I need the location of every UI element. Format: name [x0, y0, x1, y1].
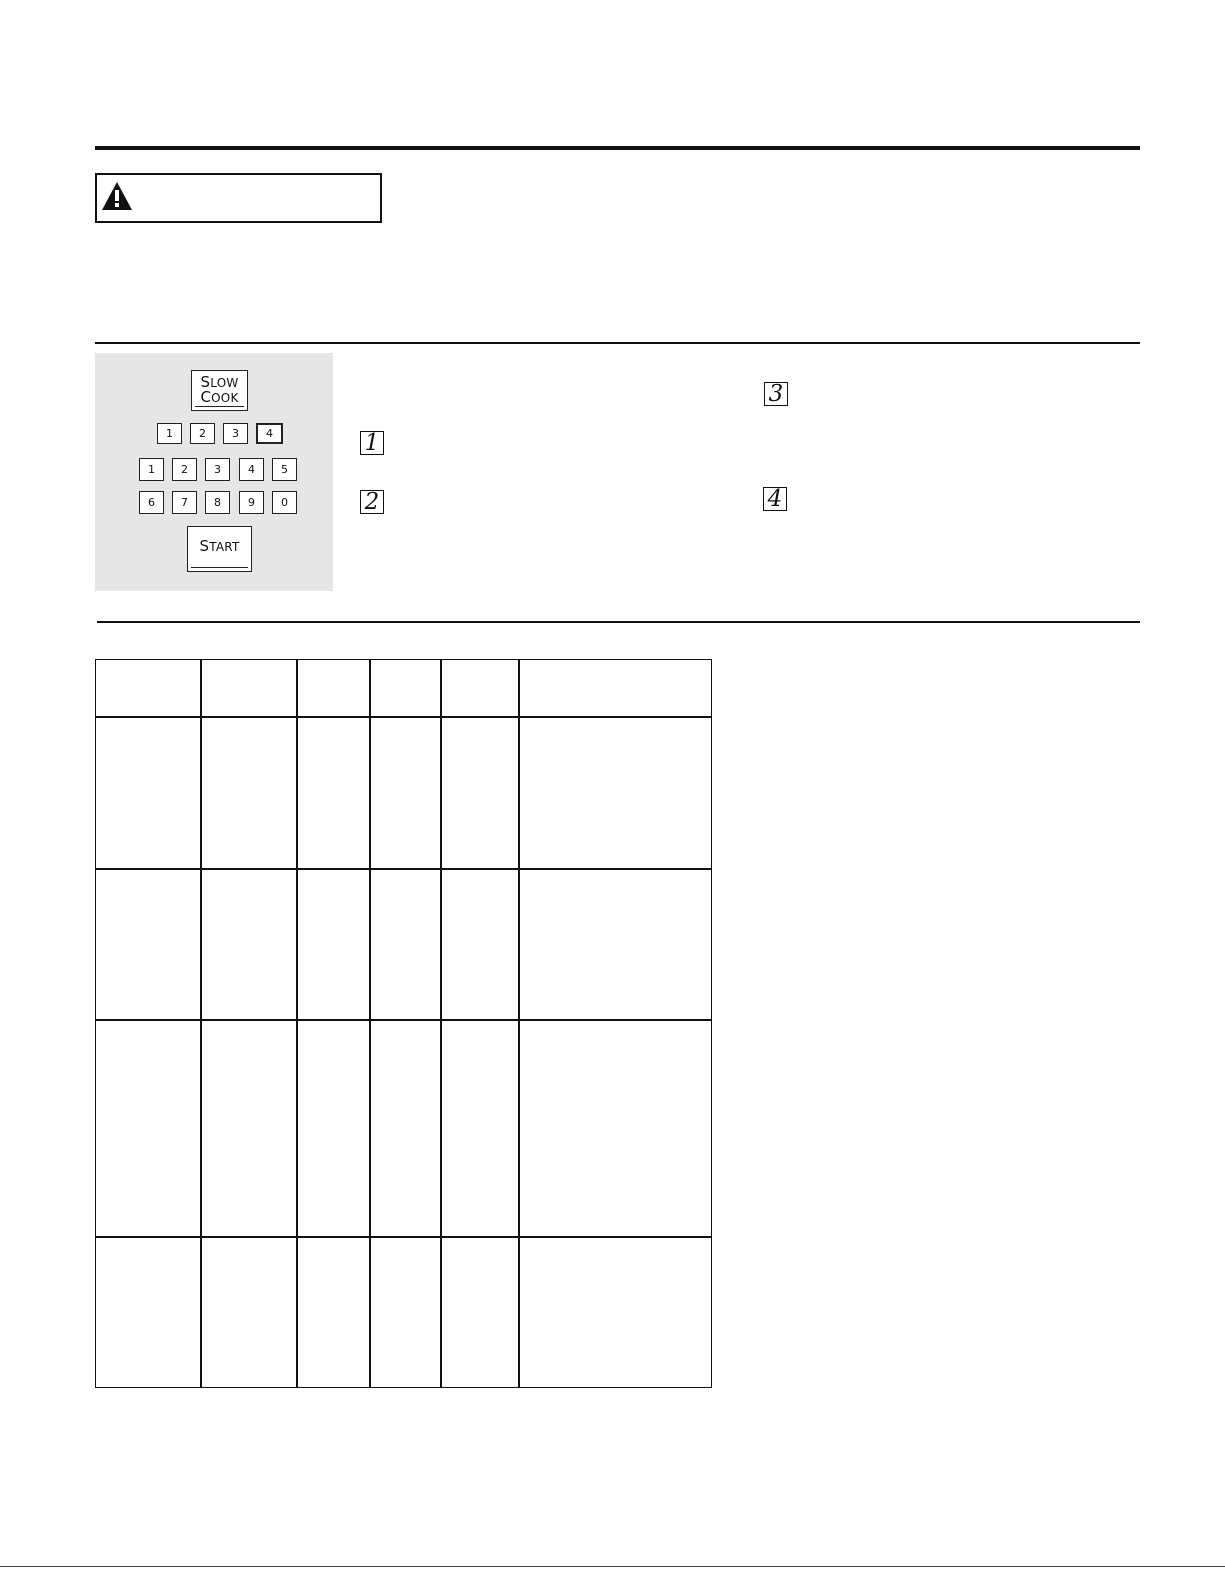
level-key-3[interactable]: 3: [223, 423, 248, 444]
table-row-divider: [96, 868, 711, 870]
step-2-icon: [360, 490, 384, 514]
slow-cook-label2-cap: C: [200, 388, 212, 406]
slow-cook-label2-rest: OOK: [211, 391, 239, 405]
step-4-number: 4: [767, 486, 783, 512]
table-column-divider: [296, 660, 298, 1387]
slow-cook-label-rest: LOW: [210, 376, 239, 390]
cooking-guide-table: [95, 659, 712, 1388]
table-column-divider: [200, 660, 202, 1387]
number-key-0[interactable]: 0: [272, 491, 297, 514]
step-1-number: 1: [364, 430, 380, 456]
slow-cook-label-cap: S: [200, 373, 211, 391]
step-2-number: 2: [364, 489, 380, 515]
step-4-icon: [763, 487, 787, 511]
level-key-1[interactable]: 1: [157, 423, 182, 444]
start-button[interactable]: [187, 526, 252, 572]
start-label-rest: TART: [209, 540, 240, 554]
section-divider-top: [95, 146, 1140, 150]
number-key-2[interactable]: 2: [172, 458, 197, 481]
table-header-divider: [96, 716, 711, 718]
table-column-divider: [518, 660, 520, 1387]
control-panel-illustration: [95, 353, 333, 591]
number-key-4[interactable]: 4: [239, 458, 264, 481]
step-1-icon: [360, 431, 384, 455]
start-label-cap: S: [199, 537, 210, 555]
number-key-1[interactable]: 1: [139, 458, 164, 481]
section-divider-middle: [95, 342, 1140, 344]
step-3-icon: [764, 382, 788, 406]
page-bottom-edge: [0, 1566, 1225, 1567]
section-divider-lower: [97, 621, 1140, 623]
number-key-8[interactable]: 8: [205, 491, 230, 514]
table-row-divider: [96, 1236, 711, 1238]
number-key-7[interactable]: 7: [172, 491, 197, 514]
table-column-divider: [369, 660, 371, 1387]
table-row-divider: [96, 1019, 711, 1021]
warning-box: [95, 173, 382, 223]
number-key-9[interactable]: 9: [239, 491, 264, 514]
level-key-4[interactable]: 4: [256, 423, 283, 444]
warning-triangle-icon: [101, 181, 133, 211]
table-column-divider: [440, 660, 442, 1387]
slow-cook-button[interactable]: [191, 370, 248, 411]
number-key-5[interactable]: 5: [272, 458, 297, 481]
level-key-2[interactable]: 2: [190, 423, 215, 444]
number-key-6[interactable]: 6: [139, 491, 164, 514]
step-3-number: 3: [768, 381, 784, 407]
number-key-3[interactable]: 3: [205, 458, 230, 481]
